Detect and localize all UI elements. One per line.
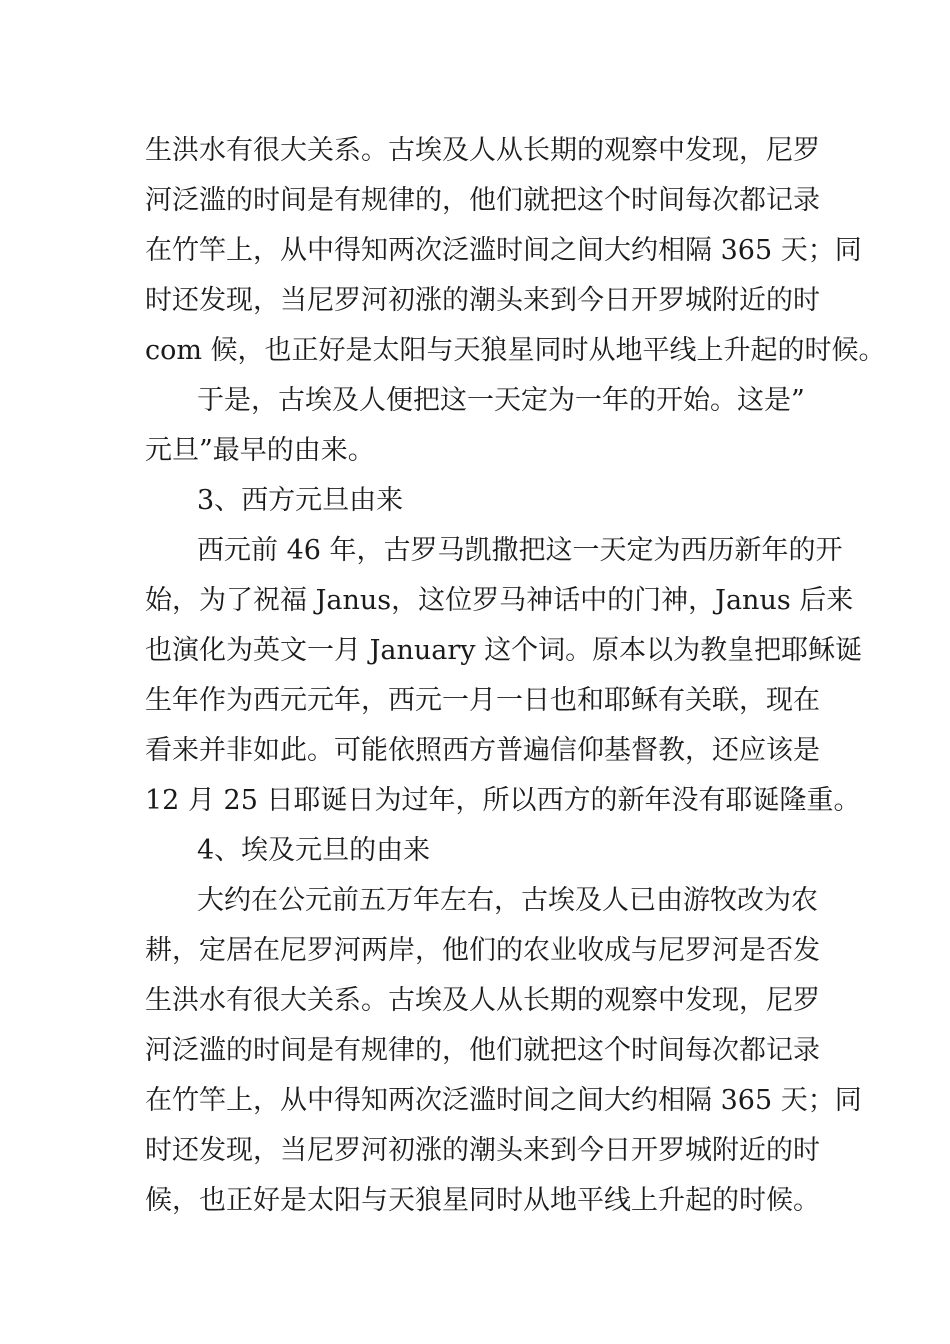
section-heading-western-new-year: 3、西方元旦由来 xyxy=(197,485,404,516)
text-line: 元旦”最早的由来。 xyxy=(145,435,375,466)
text-line: com 候，也正好是太阳与天狼星同时从地平线上升起的时候。 xyxy=(145,335,886,366)
text-line: 河泛滥的时间是有规律的，他们就把这个时间每次都记录 xyxy=(145,1035,820,1066)
paragraph-start-line: 大约在公元前五万年左右，古埃及人已由游牧改为农 xyxy=(197,885,818,916)
text-line: 候，也正好是太阳与天狼星同时从地平线上升起的时候。 xyxy=(145,1185,820,1216)
text-line: 生年作为西元元年，西元一月一日也和耶稣有关联，现在 xyxy=(145,685,820,716)
text-line: 河泛滥的时间是有规律的，他们就把这个时间每次都记录 xyxy=(145,185,820,216)
text-line: 看来并非如此。可能依照西方普遍信仰基督教，还应该是 xyxy=(145,735,820,766)
text-line: 耕，定居在尼罗河两岸，他们的农业收成与尼罗河是否发 xyxy=(145,935,820,966)
text-line: 时还发现，当尼罗河初涨的潮头来到今日开罗城附近的时 xyxy=(145,1135,820,1166)
section-heading-egypt-new-year: 4、埃及元旦的由来 xyxy=(197,835,431,866)
text-line: 时还发现，当尼罗河初涨的潮头来到今日开罗城附近的时 xyxy=(145,285,820,316)
text-line: 在竹竿上，从中得知两次泛滥时间之间大约相隔 365 天；同 xyxy=(145,1085,862,1116)
text-line: 也演化为英文一月 January 这个词。原本以为教皇把耶稣诞 xyxy=(145,635,863,666)
text-line: 在竹竿上，从中得知两次泛滥时间之间大约相隔 365 天；同 xyxy=(145,235,862,266)
text-line: 生洪水有很大关系。古埃及人从长期的观察中发现，尼罗 xyxy=(145,985,820,1016)
paragraph-start-line: 西元前 46 年，古罗马凯撒把这一天定为西历新年的开 xyxy=(197,535,843,566)
text-line: 12 月 25 日耶诞日为过年，所以西方的新年没有耶诞隆重。 xyxy=(145,785,861,816)
paragraph-start-line: 于是，古埃及人便把这一天定为一年的开始。这是” xyxy=(197,385,805,416)
text-line: 生洪水有很大关系。古埃及人从长期的观察中发现，尼罗 xyxy=(145,135,820,166)
text-line: 始，为了祝福 Janus，这位罗马神话中的门神，Janus 后来 xyxy=(145,585,854,616)
